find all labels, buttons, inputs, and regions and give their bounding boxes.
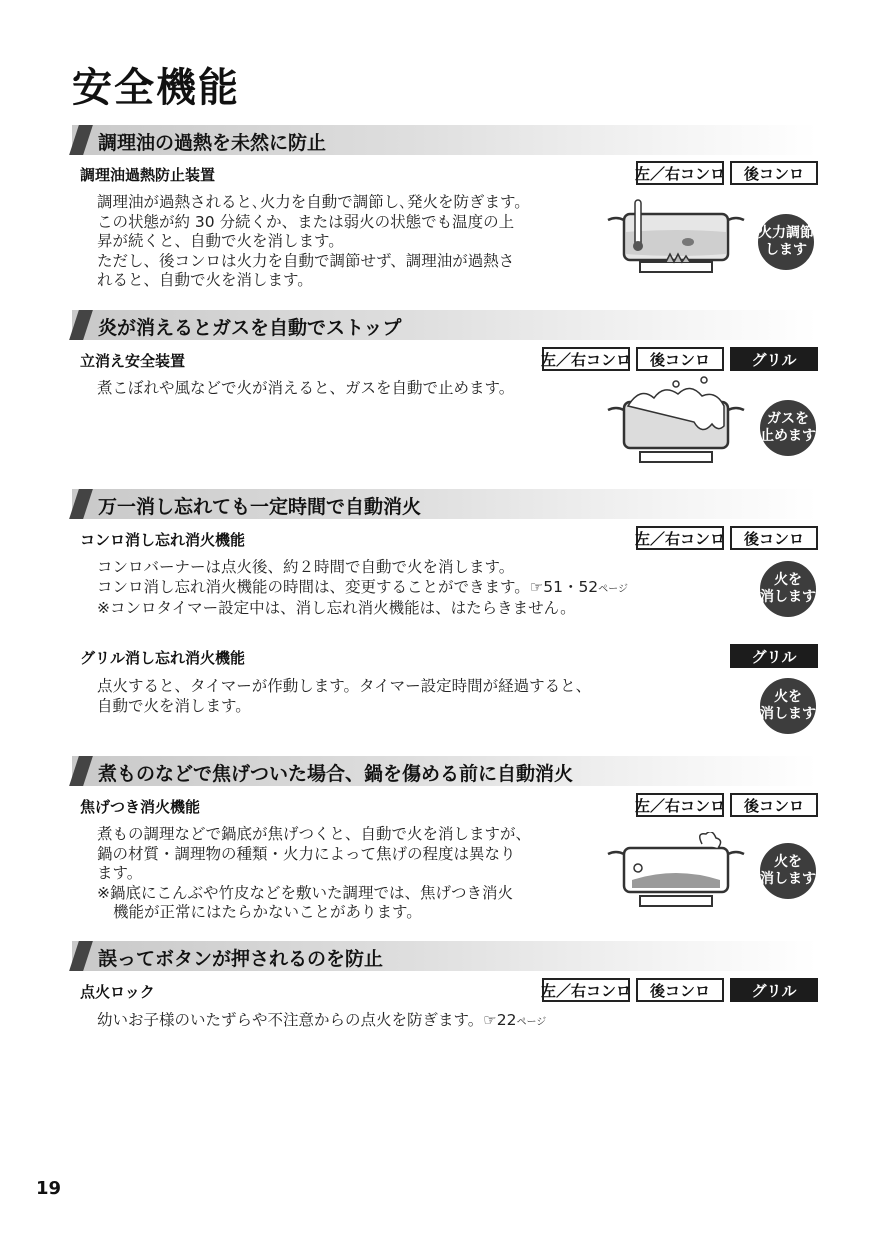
text-line: 煮こぼれや風などで火が消えると、ガスを自動で止めます。: [97, 379, 515, 397]
tag-grill: グリル: [730, 347, 818, 371]
page-number: 19: [36, 1178, 62, 1199]
scorched-pot-illustration: [606, 832, 746, 912]
burner-tags: [636, 526, 818, 550]
tag-left-right-burner: 左／右コンロ: [636, 161, 724, 185]
badge-text: 消します: [760, 589, 816, 605]
text-line: ただし、後コンロは火力を自動で調節せず、調理油が過熱さ: [97, 251, 515, 270]
page-reference[interactable]: 51・52: [543, 577, 599, 596]
tag-rear-burner: 後コンロ: [636, 347, 724, 371]
badge-text: 火を: [774, 572, 802, 588]
badge-text: します: [765, 242, 807, 258]
text-line: [97, 578, 628, 600]
badge-text: 消します: [760, 706, 816, 722]
feature-description: [97, 558, 628, 619]
badge-text: 火を: [774, 689, 802, 705]
tag-rear-burner: 後コンロ: [730, 161, 818, 185]
text-span: 幼いお子様のいたずらや不注意からの点火を防ぎます。: [97, 1011, 484, 1029]
badge-text: 消します: [760, 871, 816, 887]
feature-description: [97, 1011, 546, 1033]
tag-left-right-burner: 左／右コンロ: [542, 347, 630, 371]
burner-tags: [636, 161, 818, 185]
tag-rear-burner: 後コンロ: [730, 793, 818, 817]
tag-left-right-burner: 左／右コンロ: [542, 978, 630, 1002]
feature-title: 点火ロック: [80, 983, 155, 1001]
feature-title: コンロ消し忘れ消火機能: [80, 531, 246, 549]
feature-description: [97, 193, 530, 291]
section-slash-icon: [69, 756, 93, 786]
badge-extinguish: [760, 561, 816, 617]
text-line: 自動で火を消します。: [97, 696, 251, 715]
text-line: 調理油が過熱されると､火力を自動で調節し､発火を防ぎます。: [97, 193, 530, 211]
badge-extinguish: [760, 678, 816, 734]
section-slash-icon: [69, 489, 93, 519]
text-line: 機能が正常にはたらかないことがあります。: [113, 903, 422, 921]
text-line: ※コンロタイマー設定中は、消し忘れ消火機能は、はたらきません。: [97, 599, 576, 617]
burner-tags: [636, 793, 818, 817]
section-slash-icon: [69, 941, 93, 971]
text-line: この状態が約 30 分続くか、または弱火の状態でも温度の上: [97, 212, 515, 231]
section-title: 炎が消えるとガスを自動でストップ: [98, 317, 402, 339]
section-slash-icon: [69, 125, 93, 155]
section-title: 万一消し忘れても一定時間で自動消火: [98, 496, 422, 518]
tag-grill: グリル: [730, 978, 818, 1002]
section-header: [72, 756, 818, 786]
badge-adjust-flame: [758, 214, 814, 270]
text-line: コンロバーナーは点火後、約２時間で自動で火を消します。: [97, 558, 515, 576]
page-reference-icon: ☞: [483, 1011, 497, 1029]
section-title: 誤ってボタンが押されるのを防止: [98, 948, 384, 970]
section-header: [72, 125, 818, 155]
text-line: 点火すると、タイマーが作動します。タイマー設定時間が経過すると、: [97, 677, 592, 695]
tag-left-right-burner: 左／右コンロ: [636, 793, 724, 817]
burner-tags: [730, 644, 818, 668]
page-reference-icon: ☞: [529, 577, 544, 596]
text-span: コンロ消し忘れ消火機能の時間は、変更することができます。: [97, 577, 530, 596]
text-line: 昇が続くと、自動で火を消します。: [97, 232, 344, 250]
text-line: ます。: [97, 864, 143, 882]
text-line: れると、自動で火を消します。: [97, 271, 313, 289]
page-suffix: ページ: [516, 1017, 547, 1028]
feature-title: グリル消し忘れ消火機能: [80, 649, 246, 667]
section-header: [72, 941, 818, 971]
text-line: ※鍋底にこんぶや竹皮などを敷いた調理では、焦げつき消火: [97, 883, 513, 902]
text-line: 鍋の材質・調理物の種類・火力によって焦げの程度は異なり: [97, 844, 516, 863]
badge-stop-gas: [760, 400, 816, 456]
section-slash-icon: [69, 310, 93, 340]
page-suffix: ページ: [598, 583, 628, 595]
badge-extinguish: [760, 843, 816, 899]
burner-tags: [542, 978, 818, 1002]
feature-title: 調理油過熱防止装置: [80, 166, 216, 184]
boiling-over-pot-illustration: [606, 376, 746, 468]
feature-title: 立消え安全装置: [80, 352, 186, 370]
feature-title: 焦げつき消火機能: [80, 798, 201, 816]
oil-pot-thermometer-illustration: [606, 198, 746, 278]
feature-description: [97, 677, 591, 716]
tag-rear-burner: 後コンロ: [730, 526, 818, 550]
text-line: 煮もの調理などで鍋底が焦げつくと、自動で火を消しますが、: [97, 825, 532, 843]
badge-text: ガスを: [767, 411, 809, 427]
section-title: 調理油の過熱を未然に防止: [98, 132, 327, 154]
section-title: 煮ものなどで焦げついた場合、鍋を傷める前に自動消火: [98, 763, 574, 785]
badge-text: 止めます: [760, 428, 816, 444]
badge-text: 火を: [774, 854, 802, 870]
page-title: 安全機能: [72, 65, 240, 111]
tag-left-right-burner: 左／右コンロ: [636, 526, 724, 550]
feature-description: [97, 825, 531, 923]
page-reference[interactable]: 22: [496, 1011, 517, 1029]
section-header: [72, 489, 818, 519]
text-line: [97, 1011, 546, 1033]
burner-tags: [542, 347, 818, 371]
tag-rear-burner: 後コンロ: [636, 978, 724, 1002]
badge-text: 火力調節: [758, 225, 814, 241]
tag-grill: グリル: [730, 644, 818, 668]
feature-description: [97, 379, 514, 399]
section-header: [72, 310, 818, 340]
